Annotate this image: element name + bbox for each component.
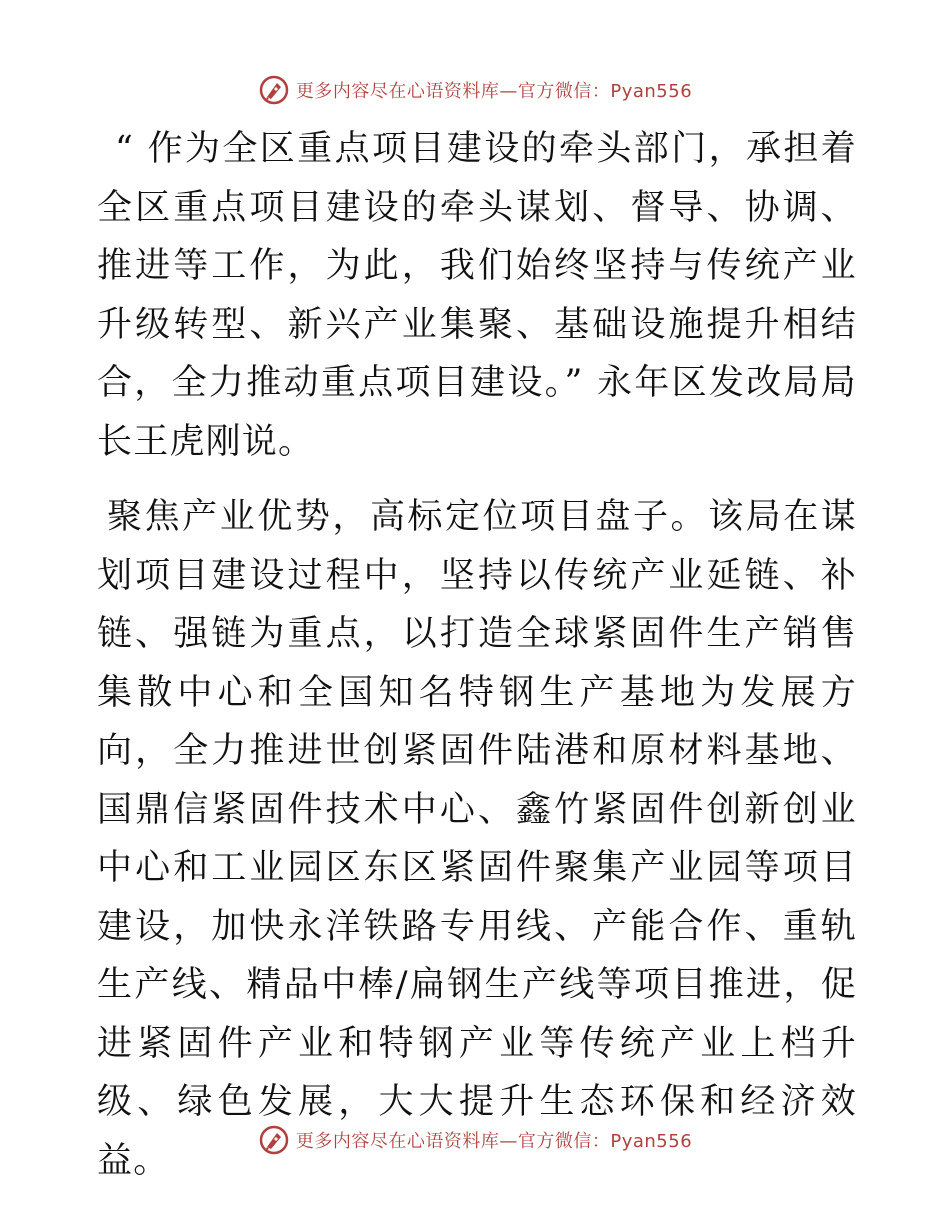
paragraph-industry-focus: 聚焦产业优势，高标定位项目盘子。该局在谋划项目建设过程中，坚持以传统产业延链、补链、强链为重点，以打造全球紧固件生产销售集散中心和全国知名特钢生产基地为发展方向，全力推进世创紧固件陆港和原材料基地、国鼎信紧固件技术中心、鑫竹紧固件创新创业中心和工业园区东区紧固件聚集产业园等项目建设，加快永洋铁路专用线、产能合作、重轨生产线、精品中棒/扁钢生产线等项目推进，促进紧固件产业和特钢产业等传统产业上档升级、绿色发展，大大提升生态环保和经济效益。 <box>97 497 857 1181</box>
footer-banner-inner <box>258 1124 692 1156</box>
pen-nib-logo-icon <box>258 74 290 106</box>
footer-banner-text: 更多内容尽在心语资料库—官方微信：Pyan556 <box>295 1131 693 1152</box>
header-banner-inner <box>258 74 692 106</box>
document-body <box>97 120 857 1190</box>
paragraph-quote: “ 作为全区重点项目建设的牵头部门，承担着全区重点项目建设的牵头谋划、督导、协调、推进等工作，为此，我们始终坚持与传统产业升级转型、新兴产业集聚、基础设施提升相结合，全力推动重点项目建设。” 永年区发改局局长王虎刚说。 <box>97 129 857 462</box>
header-banner <box>0 70 950 110</box>
pen-nib-logo-icon <box>258 1124 290 1156</box>
footer-banner <box>0 1120 950 1160</box>
header-banner-text: 更多内容尽在心语资料库—官方微信：Pyan556 <box>295 81 693 102</box>
